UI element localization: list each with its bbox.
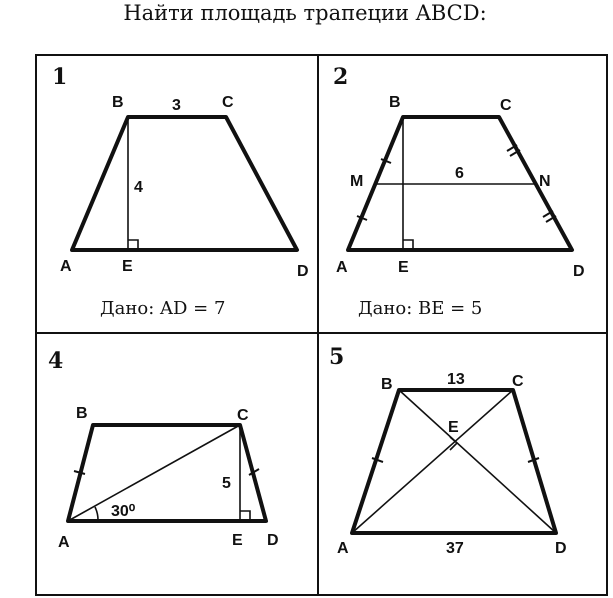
panel-2-given: Дано: BE = 5 <box>358 298 483 319</box>
panel-2-number: 2 <box>333 64 349 90</box>
panel-4-number: 4 <box>48 348 64 374</box>
panel-1-trapezoid <box>72 117 297 250</box>
panel-2-label-c: C <box>500 97 512 114</box>
panel-5-number: 5 <box>329 344 345 370</box>
panel-2-label-a: A <box>336 259 348 276</box>
panel-4-label-b: B <box>76 405 88 422</box>
panel-2-label-d: D <box>573 263 585 280</box>
panel-4-label-a: A <box>58 534 70 551</box>
panel-1-label-e: E <box>122 258 133 275</box>
panel-5-label-e: E <box>448 419 459 436</box>
panel-1-label-d: D <box>297 263 309 280</box>
panel-4-height-value: 5 <box>222 475 231 492</box>
panel-4-diagonal-ac <box>68 425 240 521</box>
panel-4-angle-arc <box>95 507 98 521</box>
panel-5-label-a: A <box>337 540 349 557</box>
panel-1 <box>52 64 309 319</box>
panel-1-number: 1 <box>52 64 68 90</box>
panel-1-bc-length: 3 <box>172 97 181 114</box>
panel-5 <box>329 344 567 557</box>
panel-2-label-b: B <box>389 94 401 111</box>
panel-1-given: Дано: AD = 7 <box>100 298 226 319</box>
panel-4-label-c: C <box>237 407 249 424</box>
panel-5-label-d: D <box>555 540 567 557</box>
panel-2-label-m: M <box>350 173 364 190</box>
panel-1-height-value: 4 <box>134 179 143 196</box>
panel-4-trapezoid <box>68 425 266 521</box>
panel-4 <box>48 348 279 551</box>
panel-5-ad-length: 37 <box>446 540 464 557</box>
panel-2-midline-value: 6 <box>455 165 464 182</box>
panel-4-label-d: D <box>267 532 279 549</box>
panel-2-label-n: N <box>539 173 551 190</box>
panel-1-label-c: C <box>222 94 234 111</box>
panel-2 <box>333 64 585 319</box>
page-title: Найти площадь трапеции ABCD: <box>123 1 487 25</box>
panel-1-label-b: B <box>112 94 124 111</box>
panel-2-label-e: E <box>398 259 409 276</box>
panel-5-bc-length: 13 <box>447 371 465 388</box>
panel-5-label-b: B <box>381 376 393 393</box>
panel-5-label-c: C <box>512 373 524 390</box>
panel-4-label-e: E <box>232 532 243 549</box>
panel-1-label-a: A <box>60 258 72 275</box>
panel-4-angle-value: 30⁰ <box>111 503 136 520</box>
